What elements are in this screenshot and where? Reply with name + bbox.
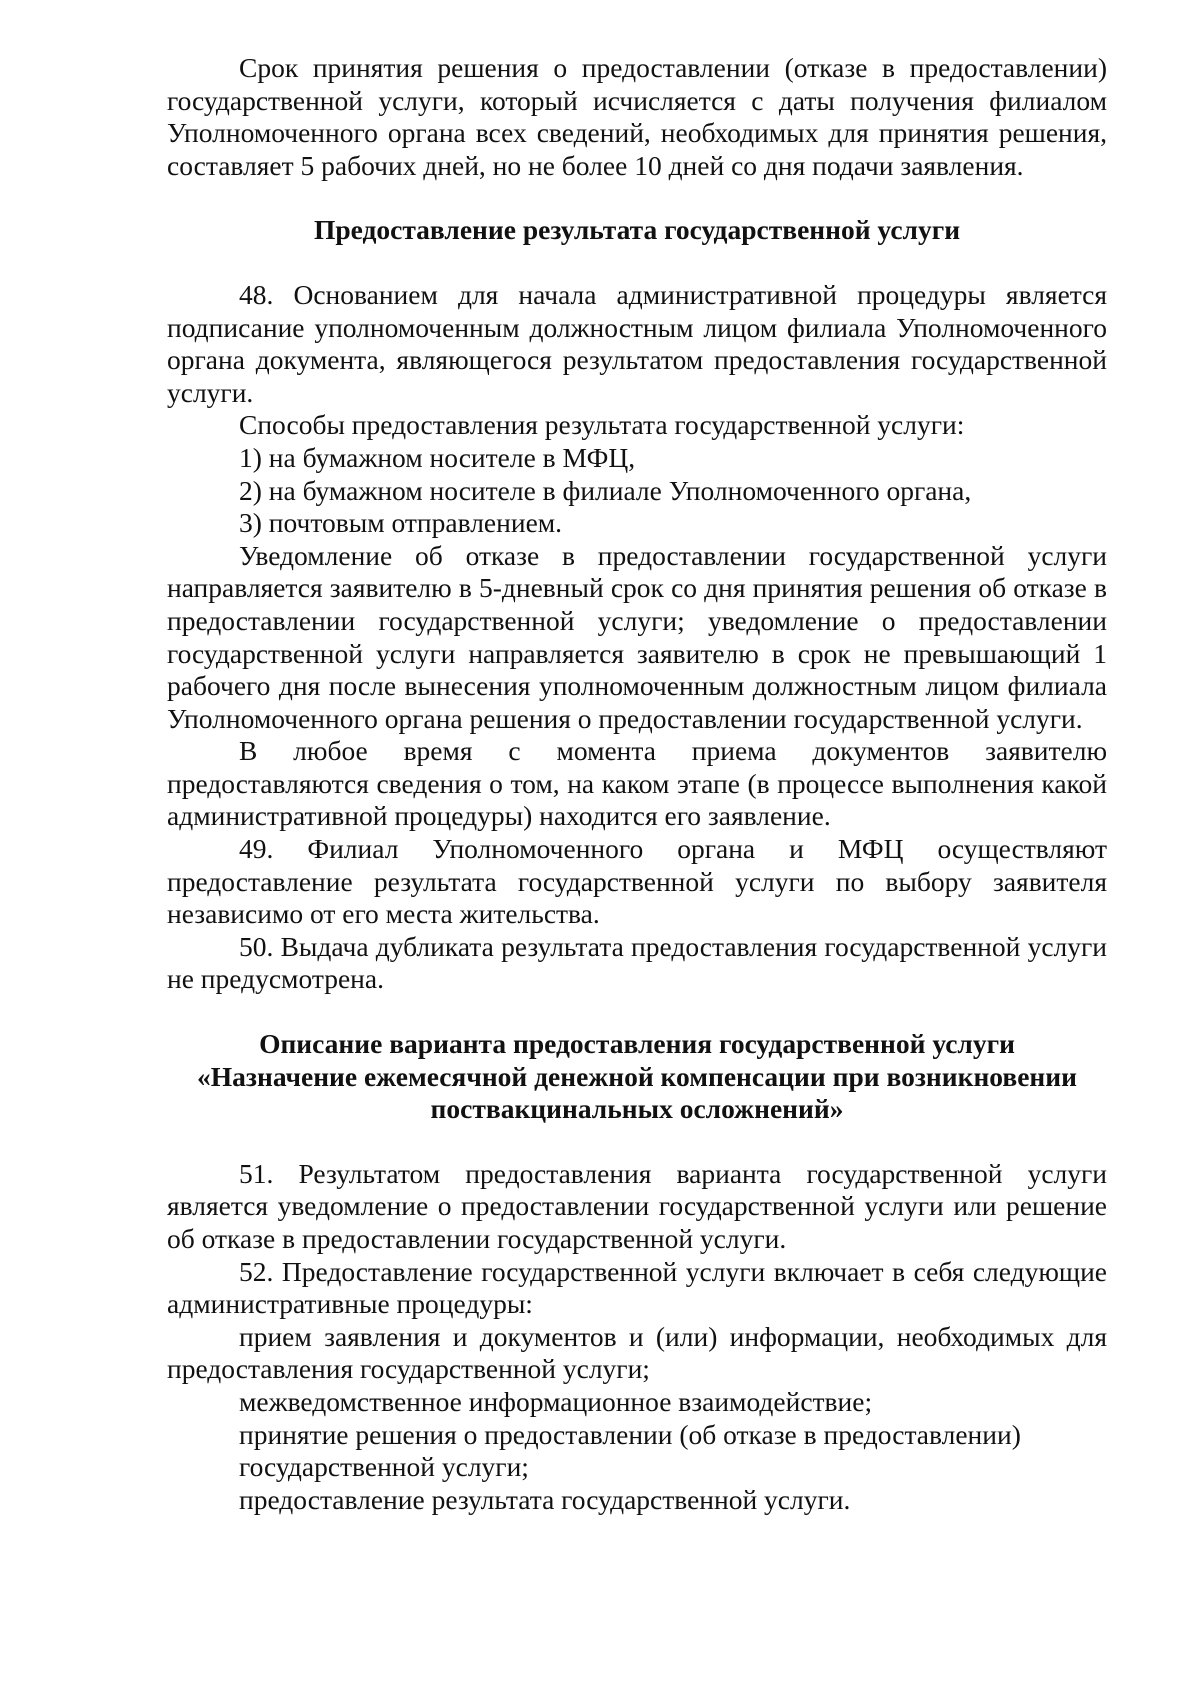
list-item-procedure-2: межведомственное информационное взаимодействие; xyxy=(239,1385,873,1417)
paragraph-52: 52. Предоставление государственной услуги включает в себя следующие административные процедуры: xyxy=(167,1255,1107,1320)
list-item-procedure-1: прием заявления и документов и (или) информации, необходимых для предоставления государственной услуги; xyxy=(167,1320,1107,1385)
paragraph-50: 50. Выдача дубликата результата предоставления государственной услуги не предусмотрена. xyxy=(167,930,1107,995)
list-item-method-1: 1) на бумажном носителе в МФЦ, xyxy=(239,441,636,473)
paragraph-51: 51. Результатом предоставления варианта государственной услуги является уведомление о предоставлении государственной услуги или решение об отказе в предоставлении государственной услуги. xyxy=(167,1157,1107,1254)
heading-variant-line-3: поствакцинальных осложнений» xyxy=(430,1093,844,1125)
paragraph-notice: Уведомление об отказе в предоставлении государственной услуги направляется заявителю в 5-дневный срок со дня принятия решения об отказе в предоставлении государственной услуги; уведомление о предоставлении государственной услуги направляется заявителю в срок не превышающий 1 рабочего дня после вынесения уполномоченным должностным лицом филиала Уполномоченного органа решения о предоставлении государственной услуги. xyxy=(167,539,1107,734)
list-item-procedure-4: предоставление результата государственной услуги. xyxy=(239,1483,851,1515)
paragraph-anytime: В любое время с момента приема документов заявителю предоставляются сведения о том, на каком этапе (в процессе выполнения какой административной процедуры) находится его заявление. xyxy=(167,735,1107,832)
paragraph-49: 49. Филиал Уполномоченного органа и МФЦ осуществляют предоставление результата государственной услуги по выбору заявителя независимо от его места жительства. xyxy=(167,833,1107,930)
heading-variant-line-1: Описание варианта предоставления государственной услуги xyxy=(259,1028,1015,1060)
heading-variant-description xyxy=(167,1028,1107,1126)
list-item-procedure-3-line-1: принятие решения о предоставлении (об отказе в предоставлении) xyxy=(239,1418,1021,1450)
paragraph-48: 48. Основанием для начала административной процедуры является подписание уполномоченным должностным лицом филиала Уполномоченного органа документа, являющегося результатом предоставления государственной услуги. xyxy=(167,278,1107,408)
paragraph-methods: Способы предоставления результата государственной услуги: xyxy=(239,409,965,441)
paragraph-decision-term: Срок принятия решения о предоставлении (отказе в предоставлении) государственной услуги, который исчисляется с даты получения филиалом Уполномоченного органа всех сведений, необходимых для принятия решения, составляет 5 рабочих дней, но не более 10 дней со дня подачи заявления. xyxy=(167,52,1107,181)
list-item-procedure-3-line-2: государственной услуги; xyxy=(239,1451,529,1483)
heading-result-provision: Предоставление результата государственной услуги xyxy=(313,214,961,246)
list-item-method-3: 3) почтовым отправлением. xyxy=(239,507,563,539)
heading-variant-line-2: «Назначение ежемесячной денежной компенсации при возникновении xyxy=(197,1060,1077,1092)
list-item-method-2: 2) на бумажном носителе в филиале Уполномоченного органа, xyxy=(239,474,972,506)
document-page xyxy=(167,52,1107,1516)
